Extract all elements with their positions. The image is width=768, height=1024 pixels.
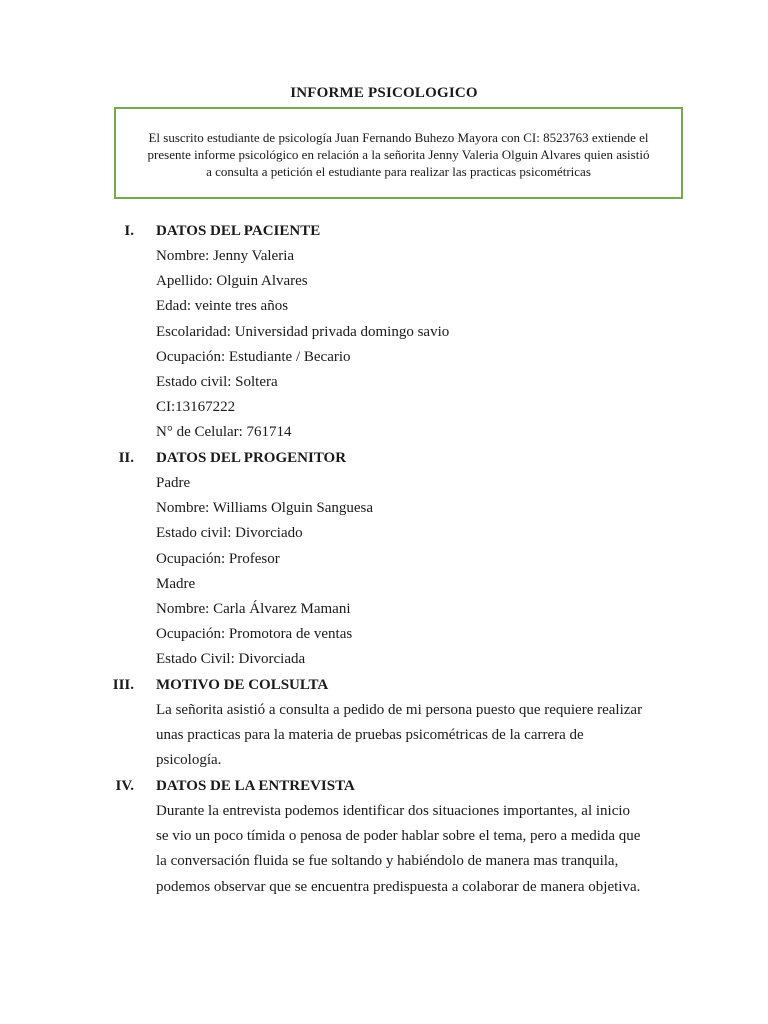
section-heading — [0, 450, 768, 475]
section-number: I. — [124, 223, 134, 239]
section-heading — [0, 677, 768, 702]
intro-box — [114, 107, 683, 199]
patient-name: Nombre: Jenny Valeria — [156, 248, 295, 264]
paragraph-line: psicología. — [156, 752, 222, 769]
father-occupation: Ocupación: Profesor — [156, 550, 280, 567]
section-number: IV. — [115, 778, 134, 794]
patient-age: Edad: veinte tres años — [156, 298, 289, 315]
father-label: Padre — [156, 475, 191, 491]
section-title: DATOS DEL PACIENTE — [156, 223, 321, 239]
father-civil-status: Estado civil: Divorciado — [156, 525, 303, 542]
section-datos-progenitor — [0, 450, 768, 677]
mother-occupation: Ocupación: Promotora de ventas — [156, 626, 353, 643]
paragraph-line: unas practicas para la materia de pruebas psicométricas de la carrera de — [156, 727, 584, 744]
intro-line: a consulta a petición el estudiante para realizar las practicas psicométricas — [206, 164, 591, 179]
patient-schooling: Escolaridad: Universidad privada domingo savio — [156, 323, 450, 340]
intro-line: presente informe psicológico en relación a la señorita Jenny Valeria Olguin Alvares quien asistió — [147, 147, 650, 162]
section-heading — [0, 223, 768, 248]
patient-ci: CI:13167222 — [156, 399, 236, 416]
father-name: Nombre: Williams Olguin Sanguesa — [156, 500, 374, 517]
paragraph-line: Durante la entrevista podemos identificar dos situaciones importantes, al inicio — [156, 803, 631, 819]
section-number: III. — [112, 677, 134, 693]
section-number: II. — [118, 450, 134, 466]
paragraph-line: podemos observar que se encuentra predispuesta a colaborar de manera objetiva. — [156, 878, 641, 895]
section-title: DATOS DEL PROGENITOR — [156, 450, 347, 466]
mother-label: Madre — [156, 575, 196, 592]
section-datos-entrevista — [0, 778, 768, 904]
section-title: MOTIVO DE COLSULTA — [156, 677, 329, 693]
section-datos-paciente — [0, 223, 768, 450]
paragraph-line: La señorita asistió a consulta a pedido de mi persona puesto que requiere realizar — [156, 702, 643, 718]
section-heading — [0, 778, 768, 803]
intro-line: El suscrito estudiante de psicología Juan Fernando Buhezo Mayora con CI: 8523763 extiende el — [148, 130, 649, 145]
paragraph-line: la conversación fluida se fue soltando y habiéndolo de manera mas tranquila, — [156, 853, 619, 870]
section-title: DATOS DE LA ENTREVISTA — [156, 778, 355, 794]
document-title: INFORME PSICOLOGICO — [290, 85, 478, 101]
mother-name: Nombre: Carla Álvarez Mamani — [156, 600, 351, 617]
patient-surname: Apellido: Olguin Alvares — [156, 273, 308, 290]
paragraph-line: se vio un poco tímida o penosa de poder hablar sobre el tema, pero a medida que — [156, 828, 641, 845]
patient-civil-status: Estado civil: Soltera — [156, 373, 278, 390]
mother-civil-status: Estado Civil: Divorciada — [156, 651, 306, 668]
patient-occupation: Ocupación: Estudiante / Becario — [156, 348, 351, 365]
patient-phone: N° de Celular: 761714 — [156, 424, 292, 441]
section-motivo-consulta — [0, 677, 768, 778]
